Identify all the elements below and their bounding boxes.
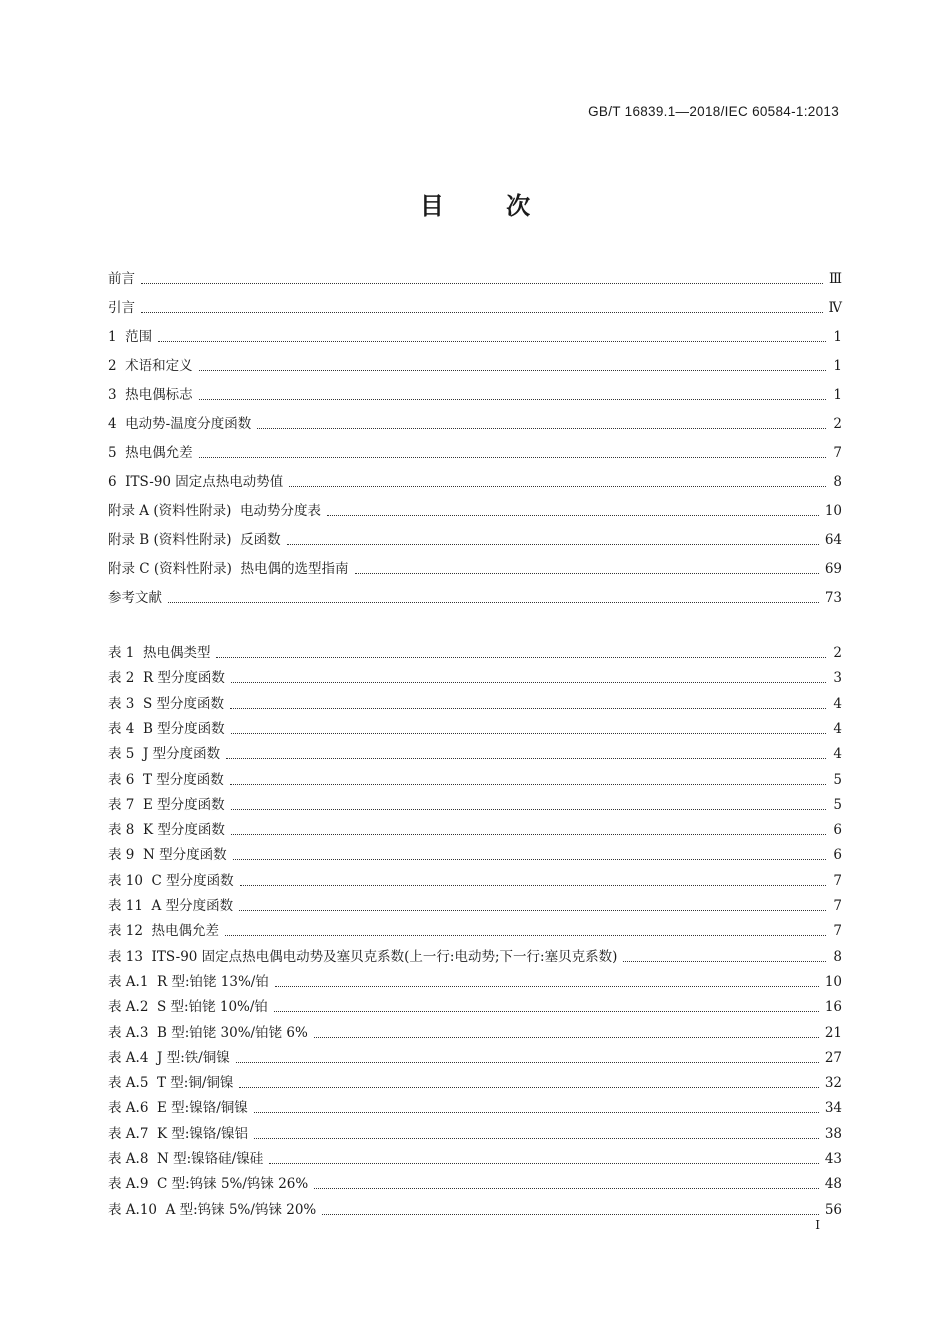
- toc-entry-page: 6: [833, 822, 842, 839]
- toc-entry-page: 8: [833, 948, 842, 965]
- toc-table-entry[interactable]: [108, 1171, 842, 1193]
- toc-table-entry[interactable]: [108, 665, 842, 687]
- toc-entry-label: 附录 A (资料性附录) 电动势分度表: [108, 503, 321, 519]
- toc-entry-label: 6 ITS-90 固定点热电动势值: [108, 474, 284, 490]
- toc-table-entry[interactable]: [108, 918, 842, 940]
- toc-entry-label: 2 术语和定义: [108, 358, 193, 374]
- toc-table-entry[interactable]: [108, 1020, 842, 1042]
- document-standard-number: GB/T 16839.1—2018/IEC 60584-1:2013: [588, 104, 839, 119]
- toc-entry-page: 5: [833, 796, 842, 813]
- toc-table-entry[interactable]: [108, 868, 842, 890]
- dot-leader: [314, 1188, 819, 1189]
- toc-entry-label: 引言: [108, 300, 135, 316]
- toc-entry-label: 表 A.9 C 型:钨铼 5%/钨铼 26%: [108, 1176, 309, 1193]
- toc-entry-page: 2: [833, 416, 842, 432]
- dot-leader: [230, 784, 826, 785]
- toc-entry-label: 1 范围: [108, 329, 153, 345]
- toc-table-entry[interactable]: [108, 640, 842, 662]
- toc-entry-label: 3 热电偶标志: [108, 387, 193, 403]
- title-char-2: 次: [506, 192, 531, 220]
- toc-section-entry[interactable]: [108, 324, 842, 346]
- toc-entry-page: 10: [824, 973, 842, 990]
- title-char-1: 目: [419, 192, 444, 220]
- toc-entry-page: 4: [833, 695, 842, 712]
- toc-table-entry[interactable]: [108, 1197, 842, 1219]
- toc-section-entry[interactable]: [108, 440, 842, 462]
- dot-leader: [254, 1112, 819, 1113]
- dot-leader: [254, 1138, 819, 1139]
- dot-leader: [289, 486, 826, 487]
- toc-entry-page: 34: [824, 1100, 842, 1117]
- toc-table-entry[interactable]: [108, 1146, 842, 1168]
- toc-entry-page: 1: [833, 358, 842, 374]
- toc-entry-page: 27: [824, 1049, 842, 1066]
- dot-leader: [239, 1087, 818, 1088]
- dot-leader: [257, 428, 826, 429]
- toc-entry-label: 前言: [108, 271, 135, 287]
- toc-entry-page: 38: [824, 1125, 842, 1142]
- toc-entry-page: 1: [833, 387, 842, 403]
- toc-entry-page: 32: [824, 1075, 842, 1092]
- dot-leader: [141, 283, 823, 284]
- toc-entry-page: 3: [833, 670, 842, 687]
- dot-leader: [233, 859, 826, 860]
- toc-section-entry[interactable]: [108, 411, 842, 433]
- toc-table-entry[interactable]: [108, 716, 842, 738]
- toc-table-entry[interactable]: [108, 691, 842, 713]
- toc-entry-label: 表 11 A 型分度函数: [108, 898, 234, 914]
- toc-entry-label: 4 电动势-温度分度函数: [108, 416, 252, 432]
- dot-leader: [287, 544, 819, 545]
- toc-entry-page: 2: [833, 645, 842, 661]
- toc-entry-page: 6: [833, 847, 842, 864]
- toc-section-entry[interactable]: [108, 469, 842, 491]
- toc-entry-page: 16: [824, 999, 842, 1016]
- toc-entry-label: 附录 C (资料性附录) 热电偶的选型指南: [108, 561, 349, 577]
- page-title: [0, 186, 950, 221]
- toc-entry-page: 56: [824, 1201, 842, 1218]
- toc-entry-page: 10: [824, 503, 842, 519]
- toc-table-entry[interactable]: [108, 842, 842, 864]
- toc-entry-label: 表 6 T 型分度函数: [108, 771, 224, 788]
- toc-table-entry[interactable]: [108, 893, 842, 915]
- dot-leader: [314, 1037, 819, 1038]
- toc-entry-label: 表 2 R 型分度函数: [108, 670, 225, 687]
- toc-entry-label: 表 13 ITS-90 固定点热电偶电动势及塞贝克系数(上一行:电动势;下一行:塞贝克系数): [108, 948, 618, 965]
- dot-leader: [231, 682, 826, 683]
- dot-leader: [322, 1214, 819, 1215]
- toc-entry-page: 69: [824, 561, 842, 577]
- page-number: I: [815, 1218, 820, 1232]
- dot-leader: [239, 910, 826, 911]
- toc-entry-label: 表 A.1 R 型:铂铑 13%/铂: [108, 973, 269, 990]
- toc-entry-label: 表 10 C 型分度函数: [108, 872, 234, 889]
- toc-entry-label: 表 5 J 型分度函数: [108, 746, 221, 763]
- toc-entry-label: 表 3 S 型分度函数: [108, 695, 225, 712]
- toc-entry-label: 表 A.2 S 型:铂铑 10%/铂: [108, 999, 268, 1016]
- toc-entry-label: 表 A.7 K 型:镍铬/镍铝: [108, 1125, 248, 1142]
- toc-section-entry[interactable]: [108, 585, 842, 607]
- toc-section-entry[interactable]: [108, 353, 842, 375]
- toc-entry-label: 表 7 E 型分度函数: [108, 796, 225, 813]
- dot-leader: [231, 809, 826, 810]
- toc-table-entry[interactable]: [108, 994, 842, 1016]
- toc-entry-label: 5 热电偶允差: [108, 445, 193, 461]
- toc-entry-page: 4: [833, 746, 842, 763]
- toc-table-entry[interactable]: [108, 944, 842, 966]
- toc-entry-label: 表 A.10 A 型:钨铼 5%/钨铼 20%: [108, 1201, 317, 1218]
- toc-entry-label: 表 A.3 B 型:铂铑 30%/铂铑 6%: [108, 1024, 308, 1041]
- toc-section-entry[interactable]: [108, 527, 842, 549]
- toc-entry-label: 附录 B (资料性附录) 反函数: [108, 532, 281, 548]
- dot-leader: [623, 961, 826, 962]
- dot-leader: [199, 399, 826, 400]
- toc-entry-page: 21: [824, 1024, 842, 1041]
- dot-leader: [199, 457, 826, 458]
- toc-section-entry[interactable]: [108, 295, 842, 317]
- dot-leader: [226, 758, 826, 759]
- dot-leader: [199, 370, 826, 371]
- toc-entry-page: 1: [833, 329, 842, 345]
- toc-table-entry[interactable]: [108, 1121, 842, 1143]
- toc-section-entry[interactable]: [108, 498, 842, 520]
- toc-section-entry[interactable]: [108, 556, 842, 578]
- dot-leader: [225, 935, 826, 936]
- toc-entry-page: 43: [824, 1151, 842, 1167]
- dot-leader: [355, 573, 819, 574]
- toc-entry-page: 48: [824, 1176, 842, 1193]
- toc-table-entry[interactable]: [108, 767, 842, 789]
- toc-entry-page: 7: [833, 898, 842, 914]
- dot-leader: [269, 1163, 819, 1164]
- dot-leader: [231, 834, 826, 835]
- toc-entry-label: 表 A.8 N 型:镍铬硅/镍硅: [108, 1151, 264, 1167]
- toc-entry-page: Ⅲ: [828, 271, 842, 287]
- dot-leader: [141, 312, 823, 313]
- dot-leader: [236, 1062, 819, 1063]
- dot-leader: [240, 885, 826, 886]
- toc-entry-page: 7: [833, 445, 842, 461]
- toc-entry-label: 表 12 热电偶允差: [108, 923, 220, 940]
- toc-entry-label: 参考文献: [108, 590, 162, 606]
- toc-entry-page: 7: [833, 923, 842, 940]
- dot-leader: [168, 602, 819, 603]
- dot-leader: [216, 657, 826, 658]
- toc-section-entry[interactable]: [108, 266, 842, 288]
- toc-entry-page: 64: [824, 532, 842, 548]
- toc-table-entry[interactable]: [108, 817, 842, 839]
- toc-entry-label: 表 A.5 T 型:铜/铜镍: [108, 1075, 234, 1092]
- dot-leader: [275, 986, 819, 987]
- dot-leader: [158, 341, 826, 342]
- dot-leader: [327, 515, 819, 516]
- toc-table-entry[interactable]: [108, 741, 842, 763]
- toc-entry-label: 表 9 N 型分度函数: [108, 847, 227, 864]
- toc-entry-label: 表 4 B 型分度函数: [108, 720, 225, 737]
- toc-entry-label: 表 1 热电偶类型: [108, 645, 211, 661]
- dot-leader: [231, 733, 826, 734]
- toc-section-entry[interactable]: [108, 382, 842, 404]
- toc-entry-label: 表 8 K 型分度函数: [108, 822, 225, 839]
- toc-table-entry[interactable]: [108, 1070, 842, 1092]
- toc-entry-label: 表 A.4 J 型:铁/铜镍: [108, 1049, 230, 1066]
- dot-leader: [230, 708, 826, 709]
- toc-entry-page: 73: [824, 590, 842, 606]
- toc-table-entry[interactable]: [108, 1045, 842, 1067]
- toc-table-entry[interactable]: [108, 1095, 842, 1117]
- toc-entry-page: Ⅳ: [828, 300, 842, 316]
- toc-table-entry[interactable]: [108, 969, 842, 991]
- dot-leader: [274, 1011, 819, 1012]
- toc-entry-label: 表 A.6 E 型:镍铬/铜镍: [108, 1100, 248, 1117]
- toc-table-entry[interactable]: [108, 792, 842, 814]
- toc-entry-page: 4: [833, 720, 842, 737]
- toc-entry-page: 7: [833, 872, 842, 889]
- toc-entry-page: 8: [833, 474, 842, 490]
- toc-entry-page: 5: [833, 771, 842, 788]
